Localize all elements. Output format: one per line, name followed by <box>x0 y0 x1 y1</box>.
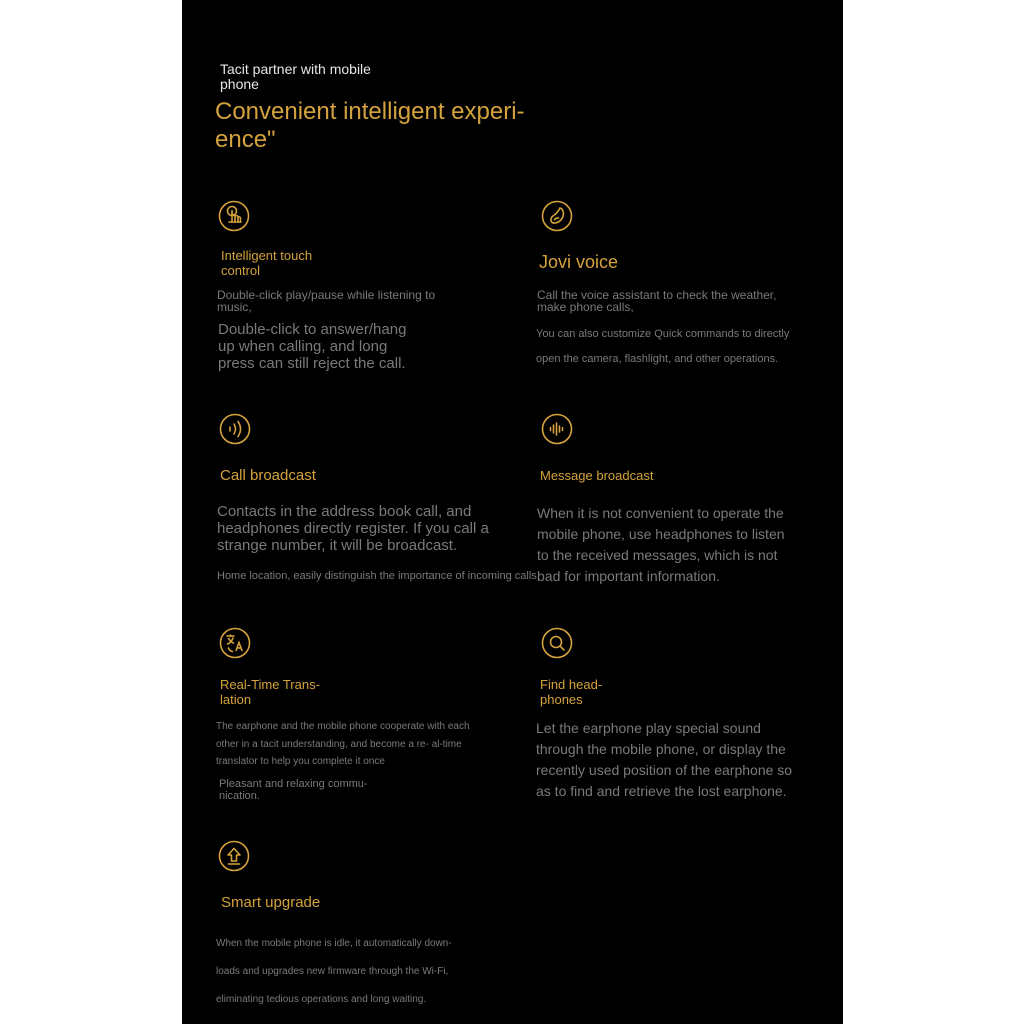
call-broadcast-icon <box>219 413 251 445</box>
jovi-voice-desc-3: open the camera, flashlight, and other operations. <box>536 353 779 365</box>
find-headphones-title: Find head- phones <box>540 677 603 707</box>
translation-desc-2: Pleasant and relaxing commu- nication. <box>219 778 368 802</box>
touch-control-desc-1: Double-click play/pause while listening to music, <box>217 288 436 314</box>
message-broadcast-title: Message broadcast <box>540 468 654 483</box>
smart-upgrade-desc-1: When the mobile phone is idle, it automatically down- loads and upgrades new firmware through the Wi-Fi, eliminating tedious operations and long waiting. <box>216 938 452 1005</box>
subtitle: Tacit partner with mobile phone <box>220 61 371 92</box>
call-broadcast-desc-1: Contacts in the address book call, and headphones directly register. If you call a strange number, it will be broadcast. <box>217 503 489 554</box>
translation-desc-1: The earphone and the mobile phone cooperate with each other in a tacit understanding, and become a re- al-time translator to help you complete it once <box>216 721 470 767</box>
upgrade-arrow-icon <box>218 840 250 872</box>
search-icon <box>541 627 573 659</box>
touch-control-title: Intelligent touch control <box>221 248 313 278</box>
jovi-voice-title: Jovi voice <box>539 252 619 272</box>
call-broadcast-desc-2: Home location, easily distinguish the importance of incoming calls. <box>217 570 540 582</box>
voice-assistant-icon <box>541 200 573 232</box>
jovi-voice-desc-2: You can also customize Quick commands to directly <box>536 328 790 340</box>
feature-panel <box>182 0 843 1024</box>
smart-upgrade-title: Smart upgrade <box>221 894 321 911</box>
translate-icon <box>219 627 251 659</box>
message-broadcast-desc-1: When it is not convenient to operate the mobile phone, use headphones to listen to the received messages, which is not bad for important information. <box>537 505 785 584</box>
soundwave-icon <box>541 413 573 445</box>
jovi-voice-desc-1: Call the voice assistant to check the weather, make phone calls, <box>537 288 777 314</box>
find-headphones-desc-1: Let the earphone play special sound through the mobile phone, or display the recently used position of the earphone so as to find and retrieve the lost earphone. <box>536 720 793 799</box>
touch-finger-icon <box>218 200 250 232</box>
call-broadcast-title: Call broadcast <box>220 467 316 484</box>
translation-title: Real-Time Trans- lation <box>220 677 320 707</box>
page-title: Convenient intelligent experi- ence" <box>215 98 525 153</box>
touch-control-desc-2: Double-click to answer/hang up when calling, and long press can still reject the call. <box>218 321 407 372</box>
